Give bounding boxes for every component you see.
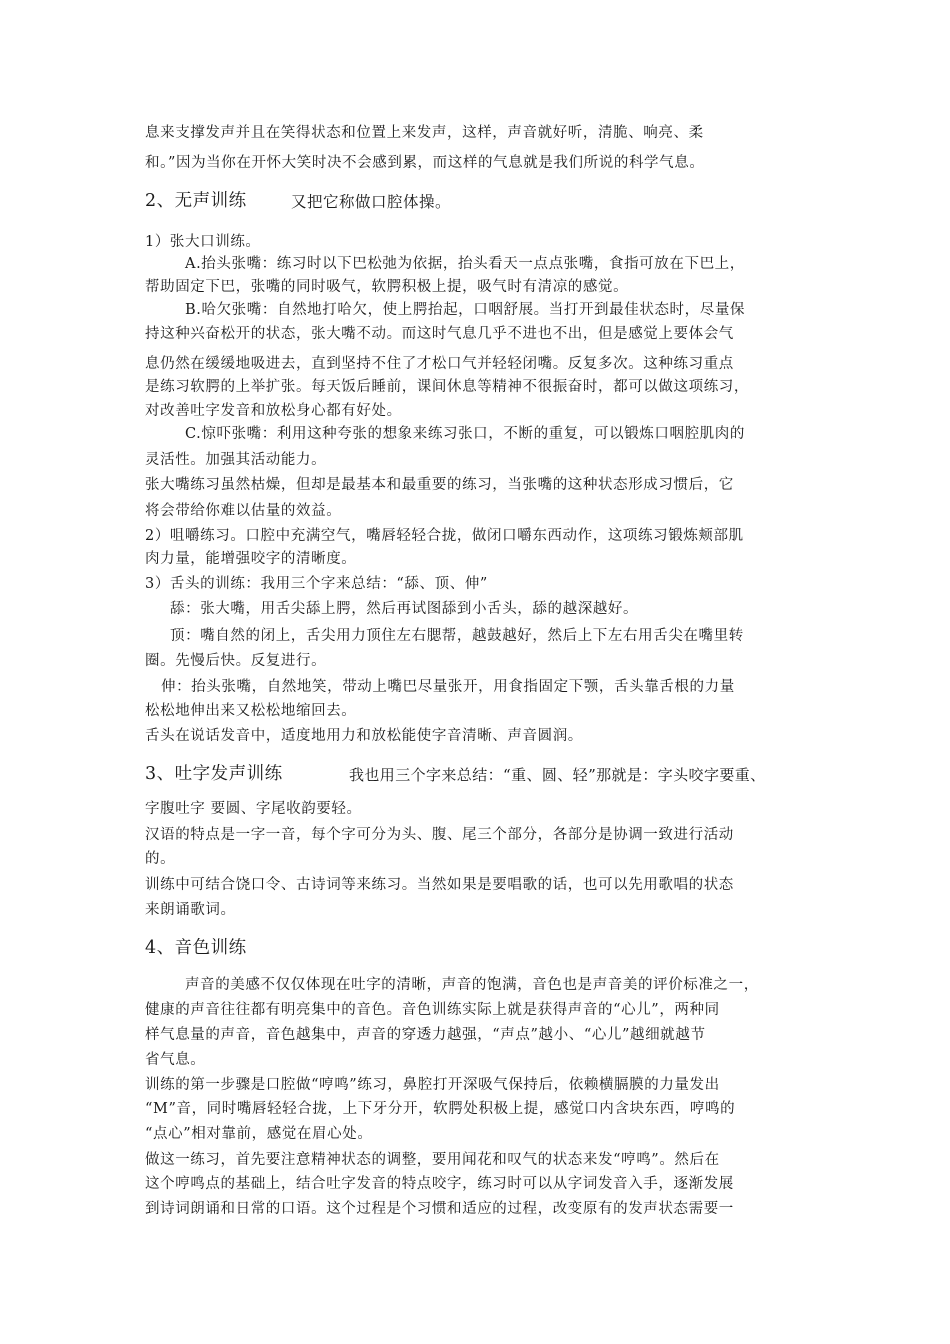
text-line: 健康的声音往往都有明亮集中的音色。音色训练实际上就是获得声音的“心儿”，两种同 [145, 1002, 720, 1018]
section-number: 4、 [145, 938, 175, 958]
text-line: 省气息。 [145, 1052, 206, 1068]
text-line: 训练中可结合饶口令、古诗词等来练习。当然如果是要唱歌的话，也可以先用歌唱的状态 [145, 877, 734, 893]
text-line: B.哈欠张嘴：自然地打哈欠，使上腭抬起，口咽舒展。当打开到最佳状态时，尽量保 [185, 302, 746, 318]
text-line: 持这种兴奋松开的状态，张大嘴不动。而这时气息几乎不进也不出，但是感觉上要体会气 [145, 326, 734, 342]
section-title: 吐字发声训练 [174, 764, 283, 784]
text-line: 到诗词朗诵和日常的口语。这个过程是个习惯和适应的过程，改变原有的发声状态需要一 [145, 1201, 734, 1217]
section-note: 我也用三个字来总结：“重、圆、轻”那就是：字头咬字要重、 [349, 766, 766, 784]
text-line: 汉语的特点是一字一音，每个字可分为头、腹、尾三个部分，各部分是协调一致进行活动 [145, 827, 734, 843]
text-line: 的。 [145, 851, 176, 867]
text-line: 肉力量，能增强咬字的清晰度。 [145, 551, 357, 567]
text-line: 帮助固定下巴，张嘴的同时吸气，软腭积极上提，吸气时有清凉的感觉。 [145, 279, 629, 295]
text-line: 圈。先慢后快。反复进行。 [145, 653, 327, 669]
text-line: 张大嘴练习虽然枯燥，但却是最基本和最重要的练习，当张嘴的这种状态形成习惯后，它 [145, 477, 734, 493]
section-title: 音色训练 [174, 938, 247, 958]
text-line: 灵活性。加强其活动能力。 [145, 452, 327, 468]
section-note: 又把它称做口腔体操。 [291, 193, 452, 211]
section-4-heading [145, 938, 247, 958]
subsection-title: 3）舌头的训练：我用三个字来总结：“舔、顶、伸” [145, 576, 488, 592]
text-line: 训练的第一步骤是口腔做“哼鸣”练习，鼻腔打开深吸气保持后，依赖横膈膜的力量发出 [145, 1077, 720, 1093]
text-line: 来朗诵歌词。 [145, 902, 236, 918]
section-title: 无声训练 [174, 191, 247, 211]
text-line: 做这一练习，首先要注意精神状态的调整，要用闻花和叹气的状态来发“哼鸣”。然后在 [145, 1152, 720, 1168]
text-line: 字腹吐字 要圆、字尾收韵要轻。 [145, 801, 362, 817]
section-3-heading [145, 764, 766, 784]
text-line: 对改善吐字发音和放松身心都有好处。 [145, 403, 402, 419]
section-2-heading [145, 191, 452, 211]
text-line: 舌头在说话发音中，适度地用力和放松能使字音清晰、声音圆润。 [145, 728, 583, 744]
text-line: 是练习软腭的上举扩张。每天饭后睡前，课间休息等精神不很振奋时，都可以做这项练习， [145, 379, 749, 395]
text-line: C.惊吓张嘴：利用这种夸张的想象来练习张口，不断的重复，可以锻炼口咽腔肌肉的 [185, 426, 745, 442]
text-line: 松松地伸出来又松松地缩回去。 [145, 703, 357, 719]
text-line: 伸：抬头张嘴，自然地笑，带动上嘴巴尽量张开，用食指固定下颚，舌头靠舌根的力量 [161, 679, 735, 695]
text-line: 息仍然在缓缓地吸进去，直到坚持不住了才松口气并轻轻闭嘴。反复多次。这种练习重点 [145, 356, 734, 372]
text-line: 舔：张大嘴，用舌尖舔上腭，然后再试图舔到小舌头，舔的越深越好。 [170, 601, 639, 617]
text-line: “M”音，同时嘴唇轻轻合拢，上下牙分开，软腭处积极上提，感觉口内含块东西，哼鸣的 [145, 1101, 736, 1117]
text-line: 声音的美感不仅仅体现在吐字的清晰，声音的饱满，音色也是声音美的评价标准之一， [185, 977, 759, 993]
section-number: 3、 [145, 764, 175, 784]
text-line: 和。”因为当你在开怀大笑时决不会感到累，而这样的气息就是我们所说的科学气息。 [145, 155, 705, 171]
text-line: 样气息量的声音，音色越集中，声音的穿透力越强，“声点”越小、“心儿”越细就越节 [145, 1027, 706, 1043]
text-line: 将会带给你难以估量的效益。 [145, 503, 342, 519]
subsection-title: 1）张大口训练。 [145, 234, 261, 250]
text-line: 息来支撑发声并且在笑得状态和位置上来发声，这样，声音就好听，清脆、响亮、柔 [145, 125, 704, 141]
text-line: “点心”相对靠前，感觉在眉心处。 [145, 1126, 373, 1142]
text-line: 2）咀嚼练习。口腔中充满空气，嘴唇轻轻合拢，做闭口嚼东西动作，这项练习锻炼颊部肌 [145, 528, 744, 544]
text-line: 这个哼鸣点的基础上，结合吐字发音的特点咬字，练习时可以从字词发音入手，逐渐发展 [145, 1176, 734, 1192]
section-number: 2、 [145, 191, 175, 211]
text-line: 顶：嘴自然的闭上，舌尖用力顶住左右腮帮，越鼓越好，然后上下左右用舌尖在嘴里转 [170, 628, 744, 644]
text-line: A.抬头张嘴：练习时以下巴松弛为依据，抬头看天一点点张嘴，食指可放在下巴上， [185, 256, 745, 272]
